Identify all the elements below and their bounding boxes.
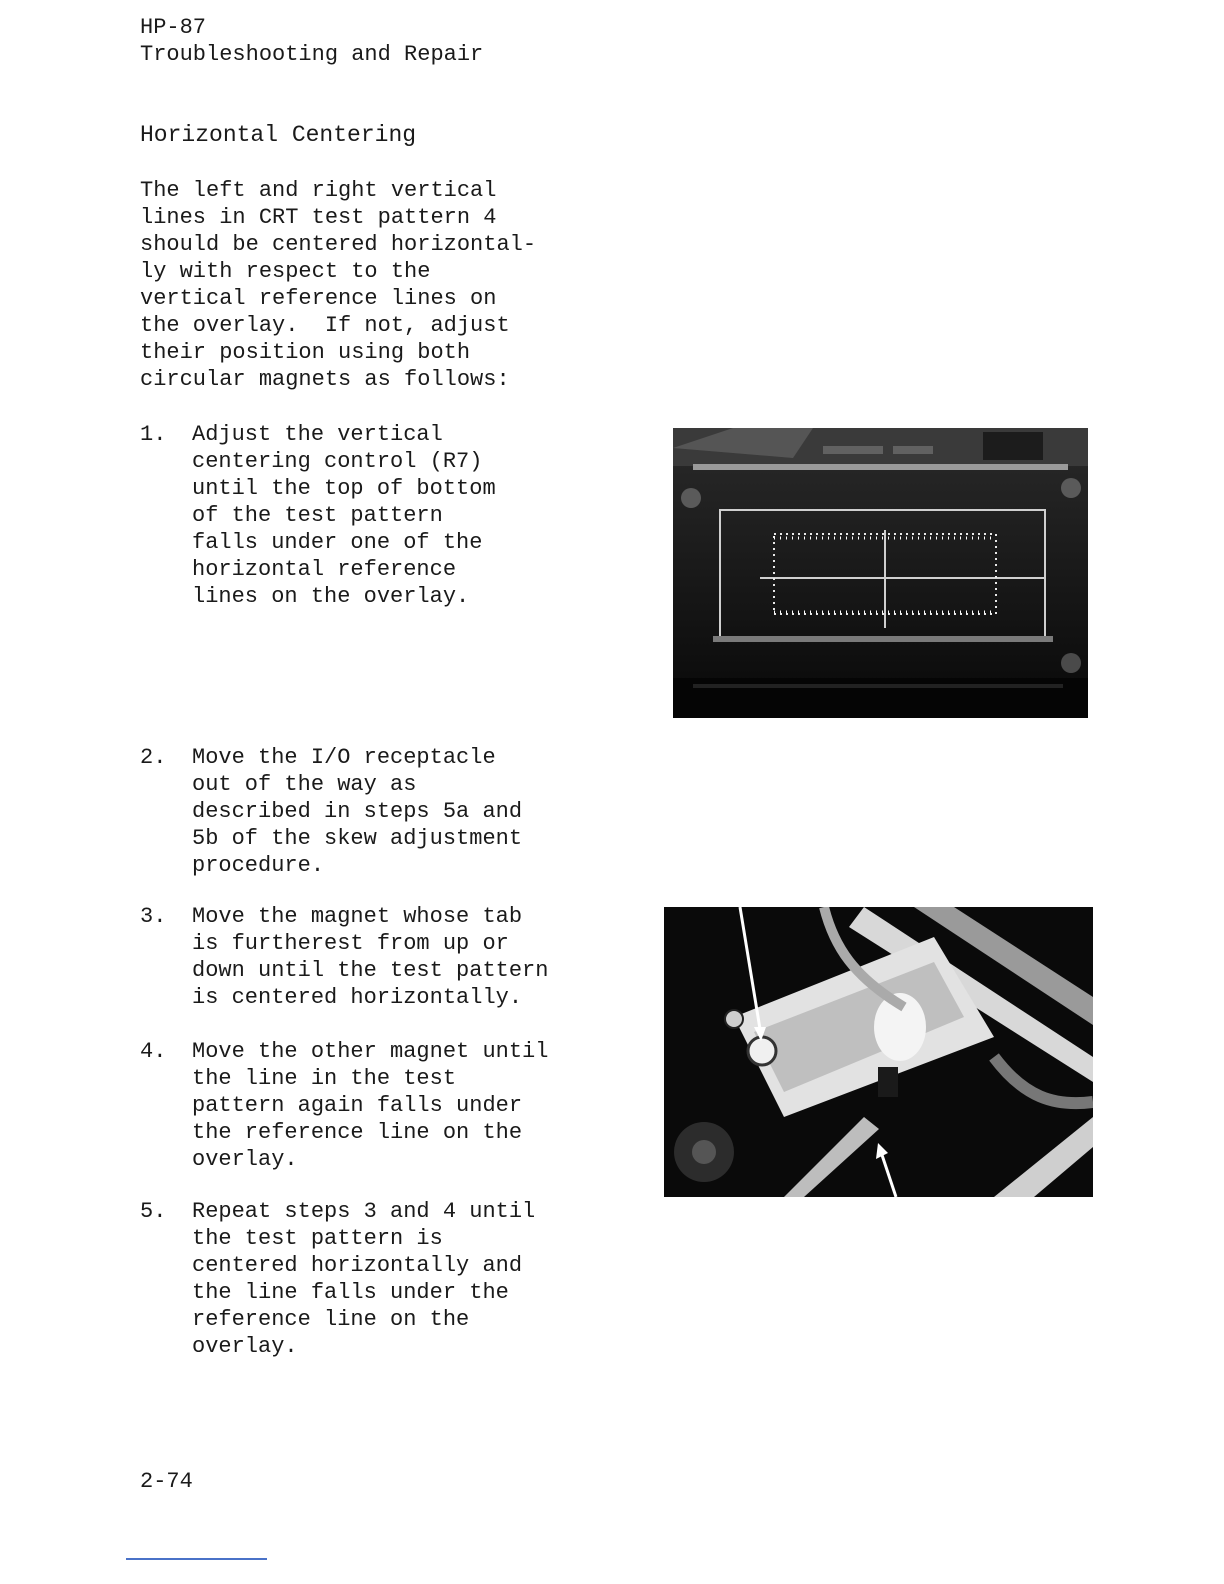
intro-paragraph	[140, 177, 560, 393]
step-line: Adjust the vertical	[192, 422, 443, 447]
step-text	[192, 744, 522, 879]
intro-line: should be centered horizontal-	[140, 232, 537, 257]
step-line: Move the I/O receptacle	[192, 745, 496, 770]
intro-line: lines in CRT test pattern 4	[140, 205, 497, 230]
step-number: 2.	[140, 745, 167, 770]
step-line: procedure.	[192, 853, 325, 878]
step-line: the line falls under the	[192, 1280, 509, 1305]
intro-line: The left and right vertical	[140, 178, 497, 203]
intro-line: circular magnets as follows:	[140, 367, 510, 392]
step-line: Move the other magnet until	[192, 1039, 549, 1064]
step-number: 5.	[140, 1199, 167, 1224]
step-line: the test pattern is	[192, 1226, 443, 1251]
step-line: Move the magnet whose tab	[192, 904, 523, 929]
step-text	[192, 421, 496, 610]
step-line: overlay.	[192, 1334, 298, 1359]
step-line: is centered horizontally.	[192, 985, 523, 1010]
page-number: 2-74	[140, 1469, 193, 1494]
step-line: falls under one of the	[192, 530, 483, 555]
step-line: centered horizontally and	[192, 1253, 523, 1278]
step-line: pattern again falls under	[192, 1093, 523, 1118]
yoke-magnets-photo	[664, 907, 1093, 1197]
intro-line: vertical reference lines on	[140, 286, 497, 311]
step-line: lines on the overlay.	[192, 584, 470, 609]
step-text	[192, 903, 548, 1011]
step-line: until the top of bottom	[192, 476, 496, 501]
step-line: the line in the test	[192, 1066, 457, 1091]
step-line: centering control (R7)	[192, 449, 483, 474]
intro-line: ly with respect to the	[140, 259, 431, 284]
step-line: of the test pattern	[192, 503, 443, 528]
step-line: overlay.	[192, 1147, 298, 1172]
step-line: down until the test pattern	[192, 958, 549, 983]
step-number: 3.	[140, 904, 167, 929]
step-line: reference line on the	[192, 1307, 470, 1332]
intro-line: their position using both	[140, 340, 471, 365]
section-title: Horizontal Centering	[140, 122, 417, 148]
header-section: Troubleshooting and Repair	[140, 42, 484, 67]
step-line: the reference line on the	[192, 1120, 523, 1145]
step-line: described in steps 5a and	[192, 799, 523, 824]
step-line: Repeat steps 3 and 4 until	[192, 1199, 536, 1224]
footer-rule	[126, 1558, 267, 1560]
step-line: horizontal reference	[192, 557, 457, 582]
step-text	[192, 1198, 535, 1360]
intro-line: the overlay. If not, adjust	[140, 313, 510, 338]
step-line: 5b of the skew adjustment	[192, 826, 523, 851]
step-line: out of the way as	[192, 772, 417, 797]
crt-test-pattern-photo	[673, 428, 1088, 718]
step-text	[192, 1038, 548, 1173]
step-number: 1.	[140, 422, 167, 447]
header-model: HP-87	[140, 15, 207, 40]
step-line: is furtherest from up or	[192, 931, 509, 956]
step-number: 4.	[140, 1039, 167, 1064]
